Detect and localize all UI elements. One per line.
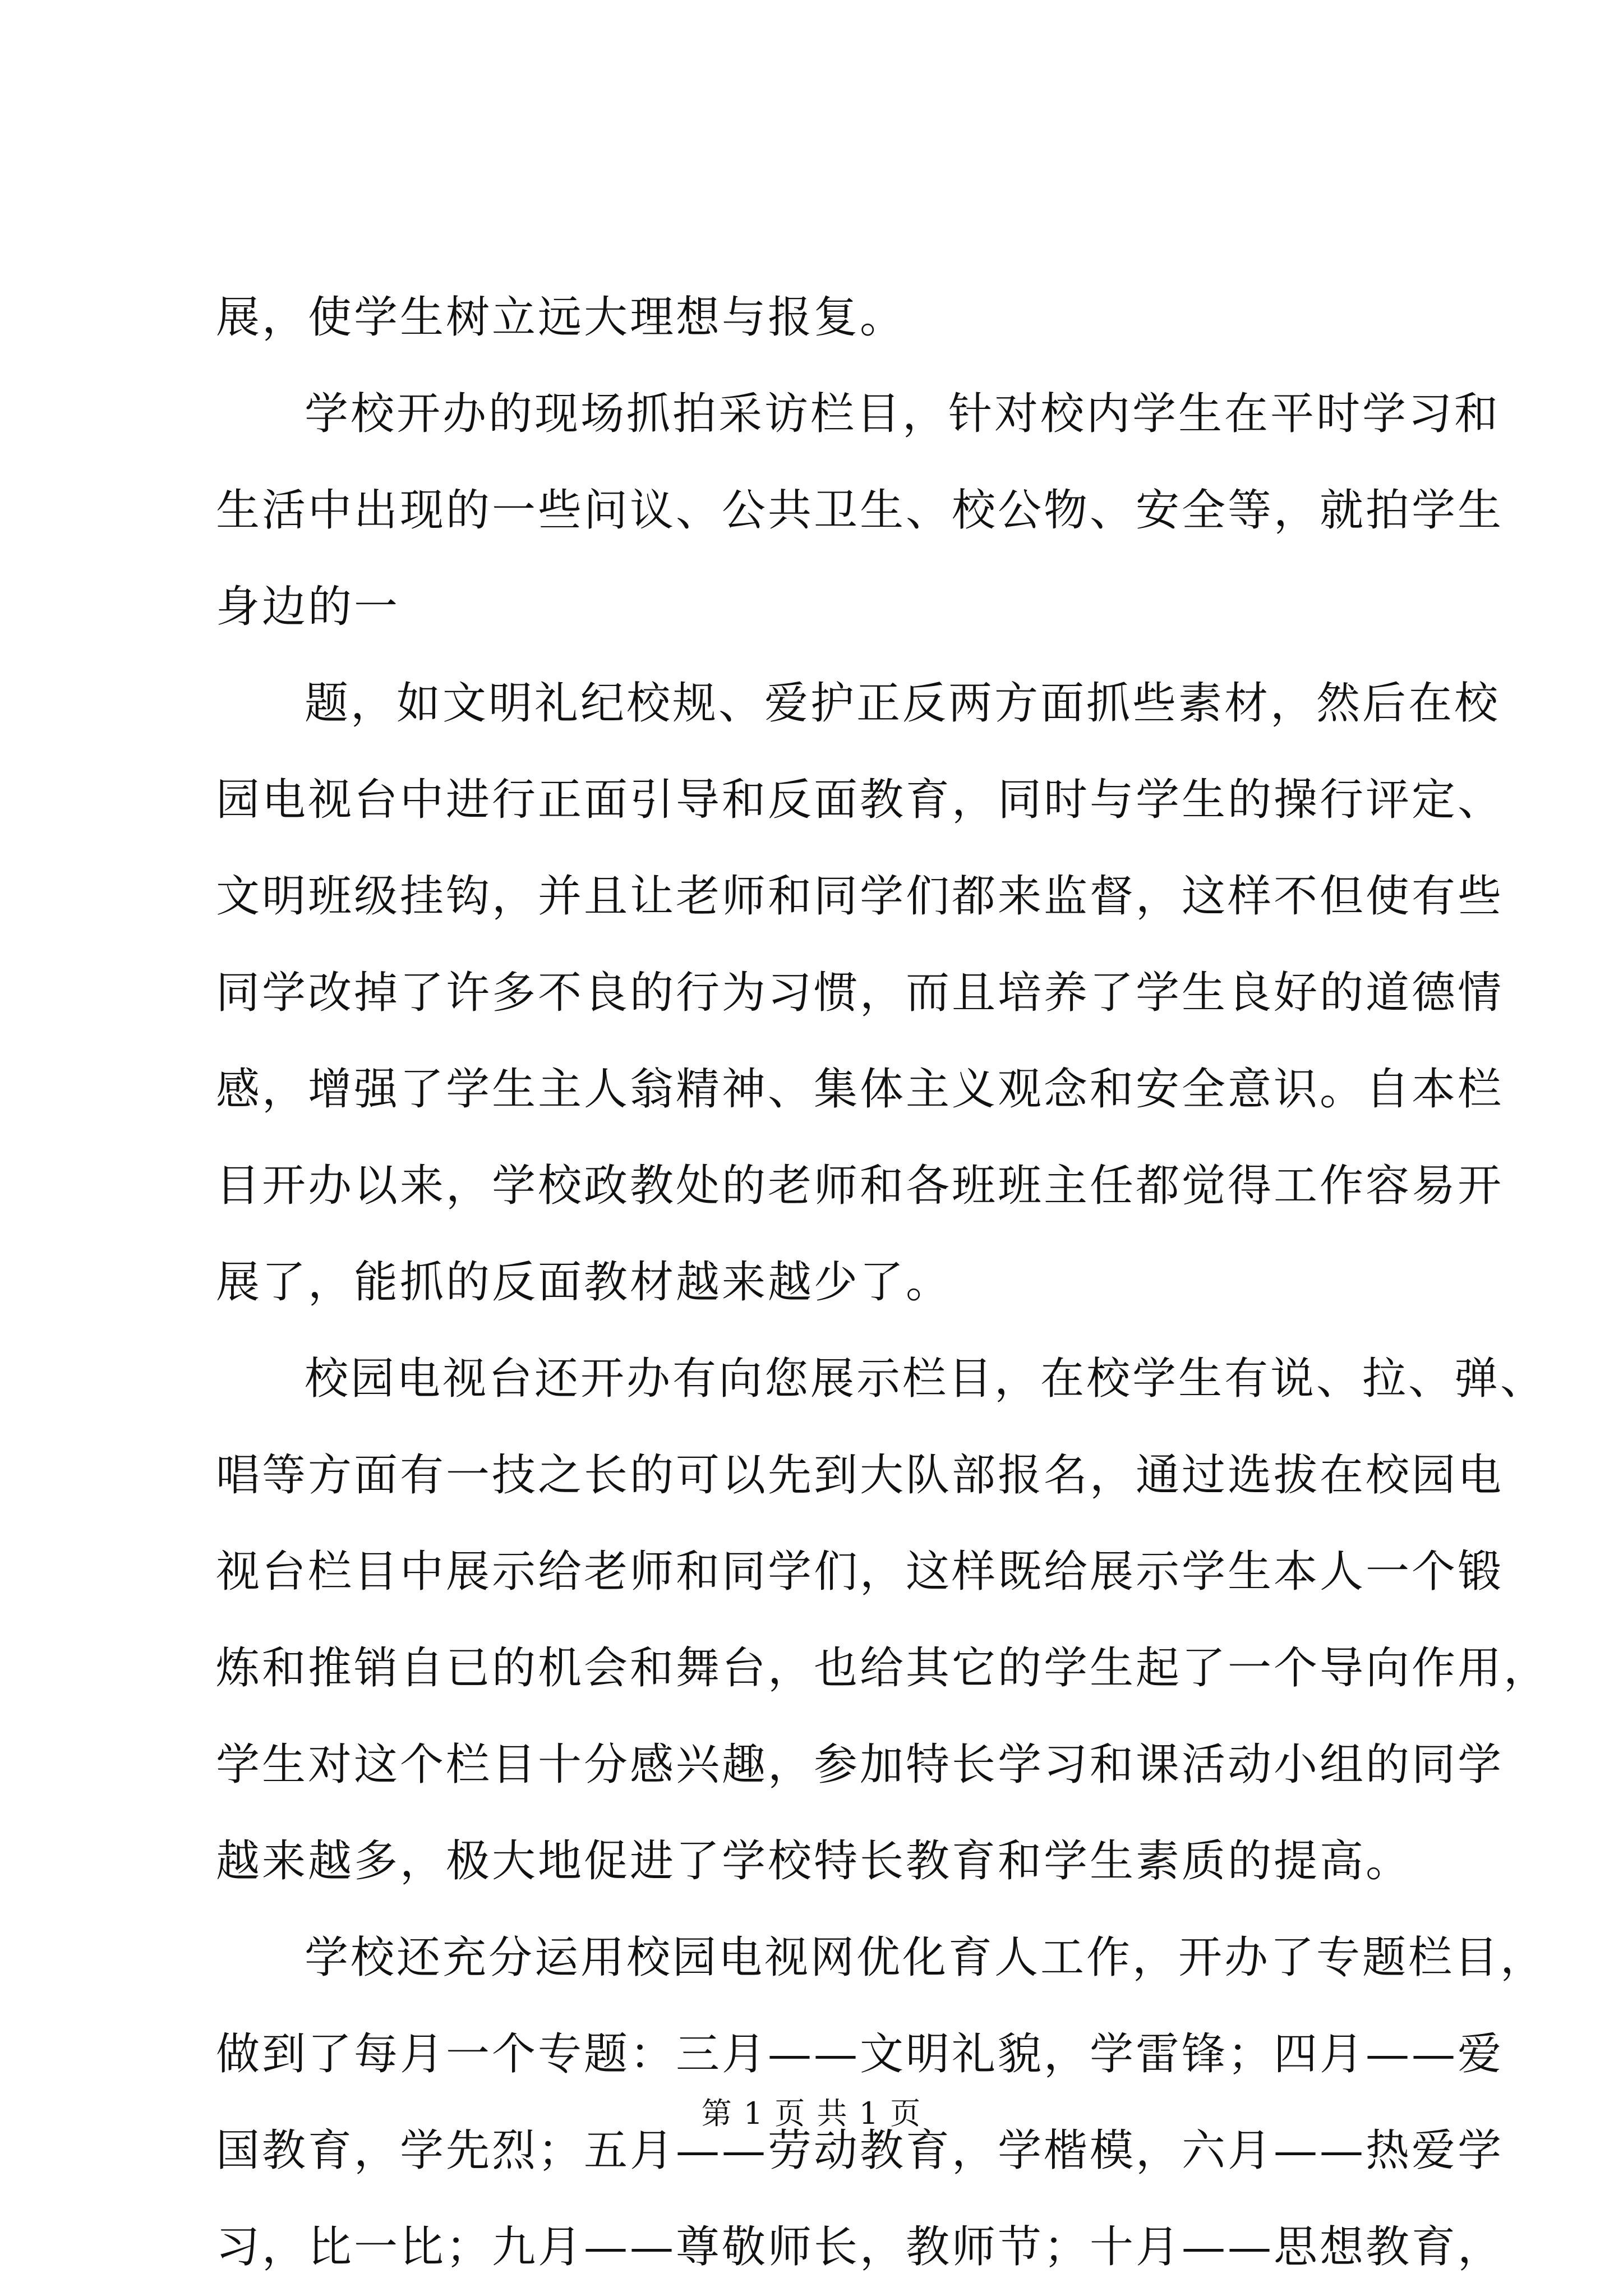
body-text [216, 269, 1550, 2295]
text-line: 身边的一 [216, 582, 400, 632]
text-line: 做到了每月一个专题：三月——文明礼貌，学雷锋；四月——爱 [216, 2029, 1504, 2079]
text-line: 展，使学生树立远大理想与报复。 [216, 292, 906, 343]
text-line: 文明班级挂钩，并且让老师和同学们都来监督，这样不但使有些 [216, 871, 1504, 922]
text-line: 炼和推销自已的机会和舞台，也给其它的学生起了一个导向作用， [216, 1643, 1550, 1694]
text-line: 学校还充分运用校园电视网优化育人工作，开办了专题栏目， [305, 1932, 1547, 1983]
text-line: 题，如文明礼纪校规、爱护正反两方面抓些素材，然后在校 [305, 678, 1501, 729]
text-line: 园电视台中进行正面引导和反面教育，同时与学生的操行评定、 [216, 775, 1504, 825]
text-line: 视台栏目中展示给老师和同学们，这样既给展示学生本人一个锻 [216, 1547, 1504, 1597]
text-line: 学生对这个栏目十分感兴趣，参加特长学习和课活动小组的同学 [216, 1740, 1504, 1790]
page-footer: 第 1 页 共 1 页 [701, 2096, 922, 2131]
text-line: 目开办以来，学校政教处的老师和各班班主任都觉得工作容易开 [216, 1161, 1504, 1211]
text-line: 校园电视台还开办有向您展示栏目，在校学生有说、拉、弹、 [305, 1354, 1547, 1404]
text-line: 展了，能抓的反面教材越来越少了。 [216, 1257, 952, 1308]
text-line: 同学改掉了许多不良的行为习惯，而且培养了学生良好的道德情 [216, 968, 1504, 1018]
text-line: 越来越多，极大地促进了学校特长教育和学生素质的提高。 [216, 1836, 1412, 1887]
text-line: 感，增强了学生主人翁精神、集体主义观念和安全意识。自本栏 [216, 1064, 1504, 1115]
text-line: 习，比一比；九月——尊敬师长，教师节；十月——思想教育， [216, 2222, 1504, 2272]
text-line: 国教育，学先烈；五月——劳动教育，学楷模，六月——热爱学 [216, 2125, 1504, 2176]
text-line: 唱等方面有一技之长的可以先到大队部报名，通过选拔在校园电 [216, 1450, 1504, 1501]
text-line: 生活中出现的一些问议、公共卫生、校公物、安全等，就拍学生 [216, 485, 1504, 536]
text-line: 学校开办的现场抓拍采访栏目，针对校内学生在平时学习和 [305, 389, 1501, 439]
